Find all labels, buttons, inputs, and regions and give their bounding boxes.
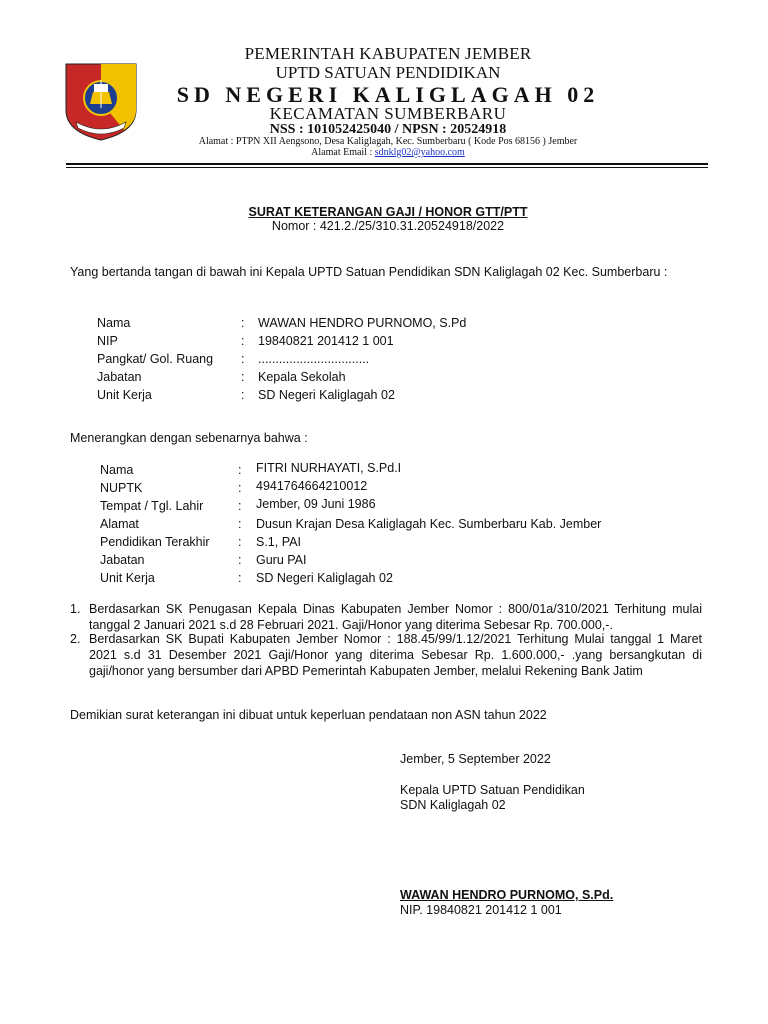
- signer-label: NIP: [97, 334, 118, 348]
- signer-label: Jabatan: [97, 370, 142, 384]
- list-number: 2.: [70, 632, 81, 646]
- logo-text: JEMBER: [90, 122, 112, 128]
- header-uptd: UPTD SATUAN PENDIDIKAN: [275, 63, 501, 82]
- list-item: [70, 601, 702, 633]
- list-text: Berdasarkan SK Bupati Kabupaten Jember Nomor : 188.45/99/1.12/2021 Terhitung Mulai tanggal 1 Maret 2021 s.d 31 Desember 2021 Gaji/Honor yang diterima Sebesar Rp. 1.600.000,- .yang bersangkutan di gaji/honor yang bersumber dari APBD Pemerintah Kabupaten Jember, melalui Rekening Bank Jatim: [89, 632, 702, 678]
- statement-line: Menerangkan dengan sebenarnya bahwa :: [70, 431, 308, 445]
- header-rule-thin: [66, 167, 708, 168]
- subject-label: Tempat / Tgl. Lahir: [100, 499, 204, 513]
- signer-label: Pangkat/ Gol. Ruang: [97, 352, 214, 366]
- subject-value: S.1, PAI: [256, 535, 301, 549]
- subject-label: Unit Kerja: [100, 571, 155, 585]
- signer-nip: NIP. 19840821 201412 1 001: [400, 903, 562, 917]
- list-text: Berdasarkan SK Penugasan Kepala Dinas Kabupaten Jember Nomor : 800/01a/310/2021 Terhitung mulai tanggal 2 Januari 2021 s.d 28 Februari 2021. Gaji/Honor yang diterima Sebesar Rp. 700.000,-.: [89, 602, 702, 632]
- letter-number: Nomor : 421.2./25/310.31.20524918/2022: [271, 219, 505, 233]
- closing-paragraph: Demikian surat keterangan ini dibuat untuk keperluan pendataan non ASN tahun 2022: [70, 708, 547, 722]
- colon: :: [241, 370, 245, 384]
- subject-label: Alamat: [100, 517, 139, 531]
- email-link[interactable]: sdnklg02@yahoo.com: [374, 147, 465, 158]
- subject-label: NUPTK: [100, 481, 143, 495]
- signer-value: WAWAN HENDRO PURNOMO, S.Pd: [258, 316, 467, 330]
- colon: :: [238, 571, 242, 585]
- colon: :: [238, 463, 242, 477]
- colon: :: [238, 499, 242, 513]
- colon: :: [241, 334, 245, 348]
- subject-value: Guru PAI: [256, 553, 307, 567]
- signer-label: Nama: [97, 316, 131, 330]
- colon: :: [241, 316, 245, 330]
- list-number: 1.: [70, 602, 81, 616]
- subject-value: Dusun Krajan Desa Kaliglagah Kec. Sumberbaru Kab. Jember: [256, 517, 602, 531]
- email-label: Alamat Email :: [311, 147, 375, 158]
- colon: :: [241, 352, 245, 366]
- subject-value: SD Negeri Kaliglagah 02: [256, 571, 393, 585]
- header-school-name: SD NEGERI KALIGLAGAH 02: [176, 82, 600, 107]
- colon: :: [241, 388, 245, 402]
- place-date: Jember, 5 September 2022: [400, 752, 551, 766]
- header-nss-npsn: NSS : 101052425040 / NPSN : 20524918: [269, 122, 507, 137]
- subject-value: FITRI NURHAYATI, S.Pd.I: [256, 461, 402, 475]
- intro-paragraph: Yang bertanda tangan di bawah ini Kepala UPTD Satuan Pendidikan SDN Kaliglagah 02 Kec. Sumberbaru :: [70, 265, 668, 279]
- signer-value: ................................: [258, 352, 370, 366]
- subject-label: Jabatan: [100, 553, 145, 567]
- header-district: KECAMATAN SUMBERBARU: [269, 104, 507, 123]
- header-address: Alamat : PTPN XII Aengsono, Desa Kaliglagah, Kec. Sumberbaru ( Kode Pos 68156 ) Jember: [198, 136, 578, 147]
- signer-institution: SDN Kaliglagah 02: [400, 798, 506, 812]
- subject-value: Jember, 09 Juni 1986: [256, 497, 376, 511]
- colon: :: [238, 553, 242, 567]
- colon: :: [238, 481, 242, 495]
- subject-value: 4941764664210012: [256, 479, 368, 493]
- colon: :: [238, 517, 242, 531]
- subject-label: Nama: [100, 463, 134, 477]
- list-item: [70, 631, 702, 679]
- signer-title: Kepala UPTD Satuan Pendidikan: [400, 783, 585, 797]
- header-rule-thick: [66, 163, 708, 165]
- signer-value: SD Negeri Kaliglagah 02: [258, 388, 395, 402]
- colon: :: [238, 535, 242, 549]
- letter-title: SURAT KETERANGAN GAJI / HONOR GTT/PTT: [248, 205, 528, 219]
- signer-value: 19840821 201412 1 001: [258, 334, 394, 348]
- header-email-line: [100, 147, 676, 158]
- header-government: PEMERINTAH KABUPATEN JEMBER: [244, 44, 532, 63]
- signer-value: Kepala Sekolah: [258, 370, 346, 384]
- subject-label: Pendidikan Terakhir: [100, 535, 210, 549]
- signer-label: Unit Kerja: [97, 388, 152, 402]
- signer-name: WAWAN HENDRO PURNOMO, S.Pd.: [400, 888, 614, 902]
